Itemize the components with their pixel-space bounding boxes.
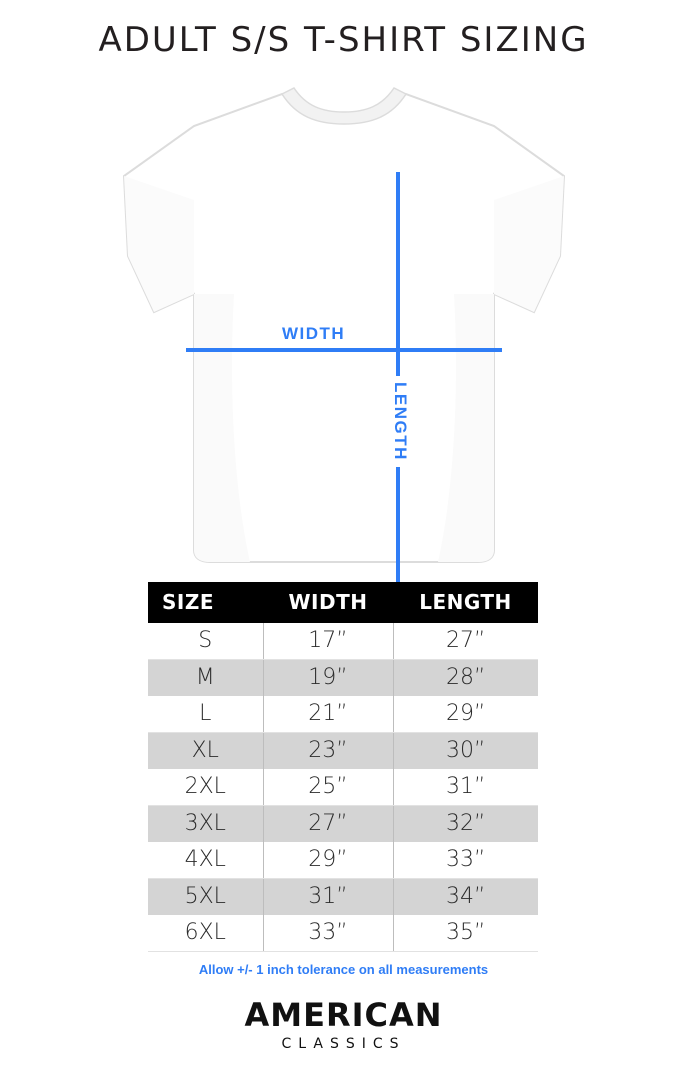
width-label: WIDTH bbox=[276, 324, 351, 344]
header-size: SIZE bbox=[148, 582, 263, 623]
cell-length: 31” bbox=[393, 769, 538, 806]
cell-length: 33” bbox=[393, 842, 538, 879]
cell-length: 27” bbox=[393, 623, 538, 660]
table-row bbox=[148, 806, 538, 843]
cell-size: M bbox=[148, 660, 263, 697]
cell-length: 30” bbox=[393, 733, 538, 770]
cell-length: 28” bbox=[393, 660, 538, 697]
cell-width: 31” bbox=[263, 879, 393, 916]
table-row bbox=[148, 696, 538, 733]
cell-width: 23” bbox=[263, 733, 393, 770]
size-table bbox=[148, 582, 538, 952]
cell-width: 33” bbox=[263, 915, 393, 952]
table-header-row bbox=[148, 582, 538, 623]
cell-size: 4XL bbox=[148, 842, 263, 879]
cell-width: 19” bbox=[263, 660, 393, 697]
cell-size: S bbox=[148, 623, 263, 660]
tshirt-diagram bbox=[0, 80, 687, 570]
table-row bbox=[148, 915, 538, 952]
size-table-body bbox=[148, 623, 538, 952]
table-row bbox=[148, 769, 538, 806]
cell-size: L bbox=[148, 696, 263, 733]
table-row bbox=[148, 842, 538, 879]
table-row bbox=[148, 623, 538, 660]
cell-size: XL bbox=[148, 733, 263, 770]
cell-width: 27” bbox=[263, 806, 393, 843]
cell-width: 17” bbox=[263, 623, 393, 660]
cell-width: 25” bbox=[263, 769, 393, 806]
table-row bbox=[148, 660, 538, 697]
length-label: LENGTH bbox=[390, 376, 410, 467]
cell-length: 34” bbox=[393, 879, 538, 916]
page-title: ADULT S/S T-SHIRT SIZING bbox=[98, 20, 589, 60]
size-table-wrapper bbox=[148, 582, 538, 952]
size-table-head bbox=[148, 582, 538, 623]
header-length: LENGTH bbox=[393, 582, 538, 623]
cell-size: 6XL bbox=[148, 915, 263, 952]
cell-length: 29” bbox=[393, 696, 538, 733]
tolerance-note: Allow +/- 1 inch tolerance on all measurements bbox=[198, 962, 489, 977]
cell-size: 2XL bbox=[148, 769, 263, 806]
cell-length: 35” bbox=[393, 915, 538, 952]
header-width: WIDTH bbox=[263, 582, 393, 623]
cell-width: 29” bbox=[263, 842, 393, 879]
cell-size: 3XL bbox=[148, 806, 263, 843]
brand-subtitle: CLASSICS bbox=[281, 1036, 406, 1052]
width-measurement-line bbox=[186, 348, 502, 352]
cell-width: 21” bbox=[263, 696, 393, 733]
cell-size: 5XL bbox=[148, 879, 263, 916]
table-row bbox=[148, 733, 538, 770]
table-row bbox=[148, 879, 538, 916]
cell-length: 32” bbox=[393, 806, 538, 843]
brand-name: AMERICAN bbox=[244, 996, 443, 1034]
